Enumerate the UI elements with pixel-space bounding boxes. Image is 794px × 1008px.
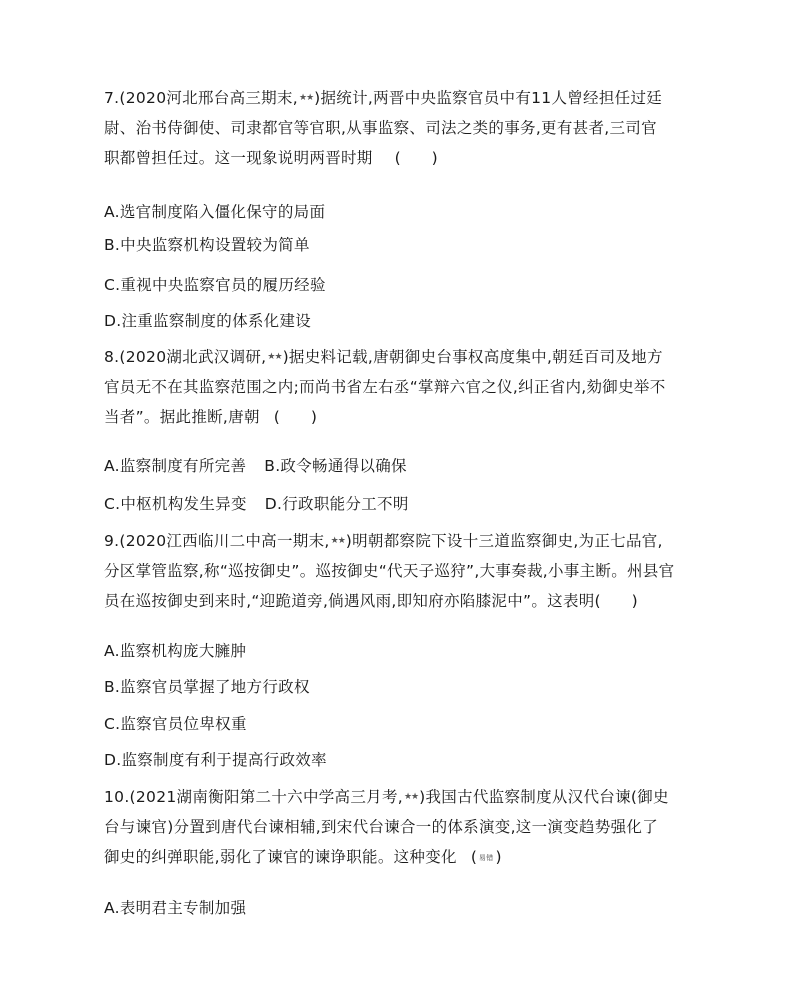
question-7-line-2: 尉、治书侍御使、司隶都官等官职,从事监察、司法之类的事务,更有甚者,三司官 (104, 119, 657, 137)
question-8-options-row-1 (104, 451, 407, 481)
question-8-line-1: 8.(2020湖北武汉调研,★★)据史料记载,唐朝御史台事权高度集中,朝廷百司及地方 (104, 342, 694, 372)
question-10-line-1: 10.(2021湖南衡阳第二十六中学高三月考,★★)我国古代监察制度从汉代台谏(御史 (104, 782, 694, 812)
question-9-option-b: B.监察官员掌握了地方行政权 (104, 678, 310, 696)
difficulty-star-icon: ★★ (403, 791, 419, 802)
difficulty-star-icon: ★★ (299, 92, 314, 103)
question-9-line-2: 分区掌管监察,称“巡按御史”。巡按御史“代天子巡狩”,大事奏裁,小事主断。州县官 (104, 562, 675, 580)
difficulty-star-icon: ★★ (267, 351, 282, 362)
question-8-option-c: C.中枢机构发生异变 (104, 495, 247, 513)
question-7-option-a: A.选官制度陷入僵化保守的局面 (104, 203, 326, 221)
question-8-option-a: A.监察制度有所完善 (104, 457, 247, 475)
question-7-line-1: 7.(2020河北邢台高三期末,★★)据统计,两晋中央监察官员中有11人曾经担任过廷 (104, 83, 694, 113)
answer-bracket: ( ) (273, 408, 317, 426)
question-9-option-d: D.监察制度有利于提高行政效率 (104, 751, 327, 769)
question-7-option-c: C.重视中央监察官员的履历经验 (104, 276, 326, 294)
question-10-option-a: A.表明君主专制加强 (104, 899, 247, 917)
question-8-options-row-2 (104, 489, 409, 519)
question-7-line-3: 职都曾担任过。这一现象说明两晋时期 ( ) (104, 149, 438, 167)
question-7 (104, 83, 694, 173)
question-9-option-a: A.监察机构庞大臃肿 (104, 642, 247, 660)
question-8-option-d: D.行政职能分工不明 (264, 495, 409, 513)
answer-bracket: ( ) (594, 592, 638, 610)
question-8 (104, 342, 694, 432)
answer-bracket: ( ) (394, 149, 438, 167)
question-10 (104, 782, 694, 872)
question-8-line-3: 当者”。据此推断,唐朝 ( ) (104, 408, 317, 426)
question-9-option-c: C.监察官员位卑权重 (104, 715, 247, 733)
question-9 (104, 526, 694, 616)
error-prone-tag: 易错 (478, 853, 494, 862)
question-8-line-2: 官员无不在其监察范围之内;而尚书省左右丞“掌辩六官之仪,纠正省内,劾御史举不 (104, 378, 666, 396)
question-7-option-d: D.注重监察制度的体系化建设 (104, 312, 312, 330)
question-10-line-3: 御史的纠弹职能,弱化了谏官的谏诤职能。这种变化 ( 易错 ) (104, 842, 694, 872)
question-10-line-2: 台与谏官)分置到唐代台谏相辅,到宋代台谏合一的体系演变,这一演变趋势强化了 (104, 818, 659, 836)
difficulty-star-icon: ★★ (330, 535, 345, 546)
question-9-line-3: 员在巡按御史到来时,“迎跪道旁,倘遇风雨,即知府亦陷膝泥中”。这表明( ) (104, 592, 638, 610)
question-8-option-b: B.政令畅通得以确保 (264, 457, 407, 475)
question-9-line-1: 9.(2020江西临川二中高一期末,★★)明朝都察院下设十三道监察御史,为正七品官, (104, 526, 694, 556)
question-7-option-b: B.中央监察机构设置较为简单 (104, 236, 310, 254)
